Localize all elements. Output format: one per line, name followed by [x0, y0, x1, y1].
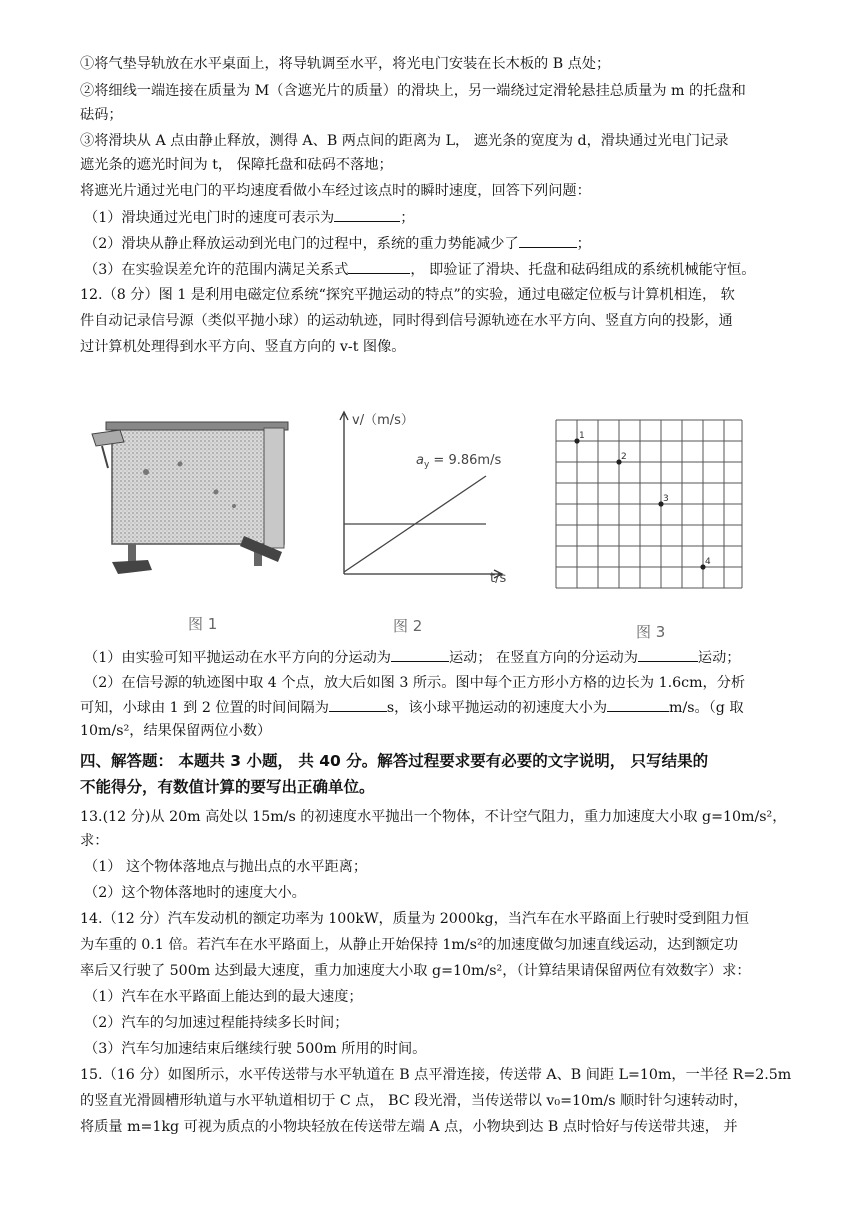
- q11-part1-end: ；: [400, 210, 415, 226]
- q12-part1: [84, 647, 804, 668]
- q12-part1-text: （1）由实验可知平抛运动在水平方向的分运动为: [84, 650, 391, 666]
- figure-1-caption: 图 1: [188, 615, 218, 633]
- q11-part2-end: ；: [576, 236, 591, 252]
- q12-answer-blank-3[interactable]: [329, 697, 387, 712]
- figure-3-grid: [548, 414, 748, 594]
- q12-answer-blank-1[interactable]: [391, 647, 449, 662]
- q12-part1-end: 运动；: [697, 650, 741, 666]
- q12-answer-blank-2[interactable]: [638, 647, 698, 662]
- q12-line-2: 件自动记录信号源（类似平抛小球）的运动轨迹，同时得到信号源轨迹在水平方向、竖直方向的投影，通: [80, 313, 733, 329]
- q12-part2-text: 可知，小球由 1 到 2 位置的时间间隔为: [80, 700, 329, 716]
- q11-answer-blank-3[interactable]: [348, 259, 410, 274]
- q12-answer-blank-4[interactable]: [607, 697, 669, 712]
- step-2: ②将细线一端连接在质量为 M（含遮光片的质量）的滑块上，另一端绕过定滑轮悬挂总质量为 m 的托盘和: [80, 83, 746, 99]
- q11-answer-blank-1[interactable]: [334, 207, 400, 222]
- q14-line-1: 14.（12 分）汽车发动机的额定功率为 100kW，质量为 2000kg，当汽车在水平路面上行驶时受到阻力恒: [80, 911, 749, 927]
- step-1: ①将气垫导轨放在水平桌面上，将导轨调至水平，将光电门安装在长木板的 B 点处；: [80, 56, 611, 72]
- point-label-3: 3: [663, 494, 669, 504]
- q11-part2: [84, 233, 804, 254]
- point-label-4: 4: [705, 557, 711, 567]
- q11-part1-text: （1）滑块通过光电门时的速度可表示为: [84, 210, 335, 226]
- q14-part-1: （1）汽车在水平路面上能达到的最大速度；: [84, 989, 363, 1005]
- point-label-1: 1: [579, 431, 585, 441]
- q13-part-2: （2）这个物体落地时的速度大小。: [84, 885, 306, 901]
- q11-part2-text: （2）滑块从静止释放运动到光电门的过程中，系统的重力势能减少了: [84, 236, 519, 252]
- q15-line-3: 将质量 m=1kg 可视为质点的小物块轻放在传送带左端 A 点，小物块到达 B 点时恰好与传送带共速， 并: [80, 1119, 738, 1135]
- figure-2-vt-graph: [320, 404, 520, 594]
- grid-lines: [556, 420, 742, 588]
- q11-part3-text: （3）在实验误差允许的范围内满足关系式: [84, 262, 349, 278]
- step-2-cont: 砝码；: [80, 107, 123, 123]
- point-label-2: 2: [621, 452, 627, 462]
- step-3: ③将滑块从 A 点由静止释放，测得 A、B 两点间的距离为 L， 遮光条的宽度为 d，滑块通过光电门记录: [80, 133, 729, 149]
- q11-part3: [84, 259, 804, 280]
- q11-part3-end: ， 即验证了滑块、托盘和砝码组成的系统机械能守恒。: [410, 262, 756, 278]
- figure-2-caption: 图 2: [393, 617, 423, 635]
- section-4-heading-cont: 不能得分，有数值计算的要写出正确单位。: [80, 778, 375, 796]
- q14-line-2: 为车重的 0.1 倍。若汽车在水平路面上，从静止开始保持 1m/s²的加速度做匀加速直线运动，达到额定功: [80, 937, 739, 953]
- q13-part-1: （1） 这个物体落地点与抛出点的水平距离；: [84, 859, 368, 875]
- y-axis-label: v/（m/s）: [352, 413, 414, 428]
- q14-part-2: （2）汽车的匀加速过程能持续多长时间；: [84, 1015, 349, 1031]
- q14-part-3: （3）汽车匀加速结束后继续行驶 500m 所用的时间。: [84, 1041, 427, 1057]
- figure-1-board: [84, 412, 304, 592]
- q12-part2-note: 10m/s²，结果保留两位小数）: [80, 723, 272, 739]
- q11-part1: [84, 207, 804, 228]
- q12-part2-mid: s，该小球平抛运动的初速度大小为: [386, 700, 608, 716]
- step-4: 将遮光片通过光电门的平均速度看做小车经过该点时的瞬时速度，回答下列问题：: [80, 183, 591, 199]
- q12-part1-mid: 运动； 在竖直方向的分运动为: [448, 650, 638, 666]
- q13-line-2: 求：: [80, 833, 109, 849]
- q12-part2-cont: [80, 697, 800, 718]
- acceleration-annotation: $a_y = 9.86m/s$: [416, 453, 502, 470]
- step-3-cont: 遮光条的遮光时间为 t， 保障托盘和砝码不落地；: [80, 157, 393, 173]
- q12-part2: （2）在信号源的轨迹图中取 4 个点，放大后如图 3 所示。图中每个正方形小方格的边长为 1.6cm，分析: [84, 675, 746, 691]
- x-axis-label: t/s: [490, 571, 507, 586]
- q14-line-3: 率后又行驶了 500m 达到最大速度，重力加速度大小取 g=10m/s²，（计算结果请保留两位有效数字）求：: [80, 963, 751, 979]
- figure-3-caption: 图 3: [636, 623, 666, 641]
- q12-line-3: 过计算机处理得到水平方向、竖直方向的 v-t 图像。: [80, 339, 406, 355]
- q12-part2-end: m/s。（g 取: [669, 700, 744, 716]
- section-4-heading: 四、解答题： 本题共 3 小题， 共 40 分。解答过程要求要有必要的文字说明， 只写结果的: [80, 752, 709, 770]
- q12-line-1: 12.（8 分）图 1 是利用电磁定位系统“探究平抛运动的特点”的实验，通过电磁定位板与计算机相连， 软: [80, 287, 735, 303]
- q15-line-1: 15.（16 分）如图所示，水平传送带与水平轨道在 B 点平滑连接，传送带 A、B 间距 L=10m，一半径 R=2.5m: [80, 1067, 792, 1083]
- q15-line-2: 的竖直光滑圆槽形轨道与水平轨道相切于 C 点， BC 段光滑，当传送带以 v₀=10m/s 顺时针匀速转动时，: [80, 1093, 748, 1109]
- q13-line-1: 13.(12 分)从 20m 高处以 15m/s 的初速度水平抛出一个物体，不计空气阻力，重力加速度大小取 g=10m/s²，: [80, 809, 787, 825]
- q11-answer-blank-2[interactable]: [519, 233, 577, 248]
